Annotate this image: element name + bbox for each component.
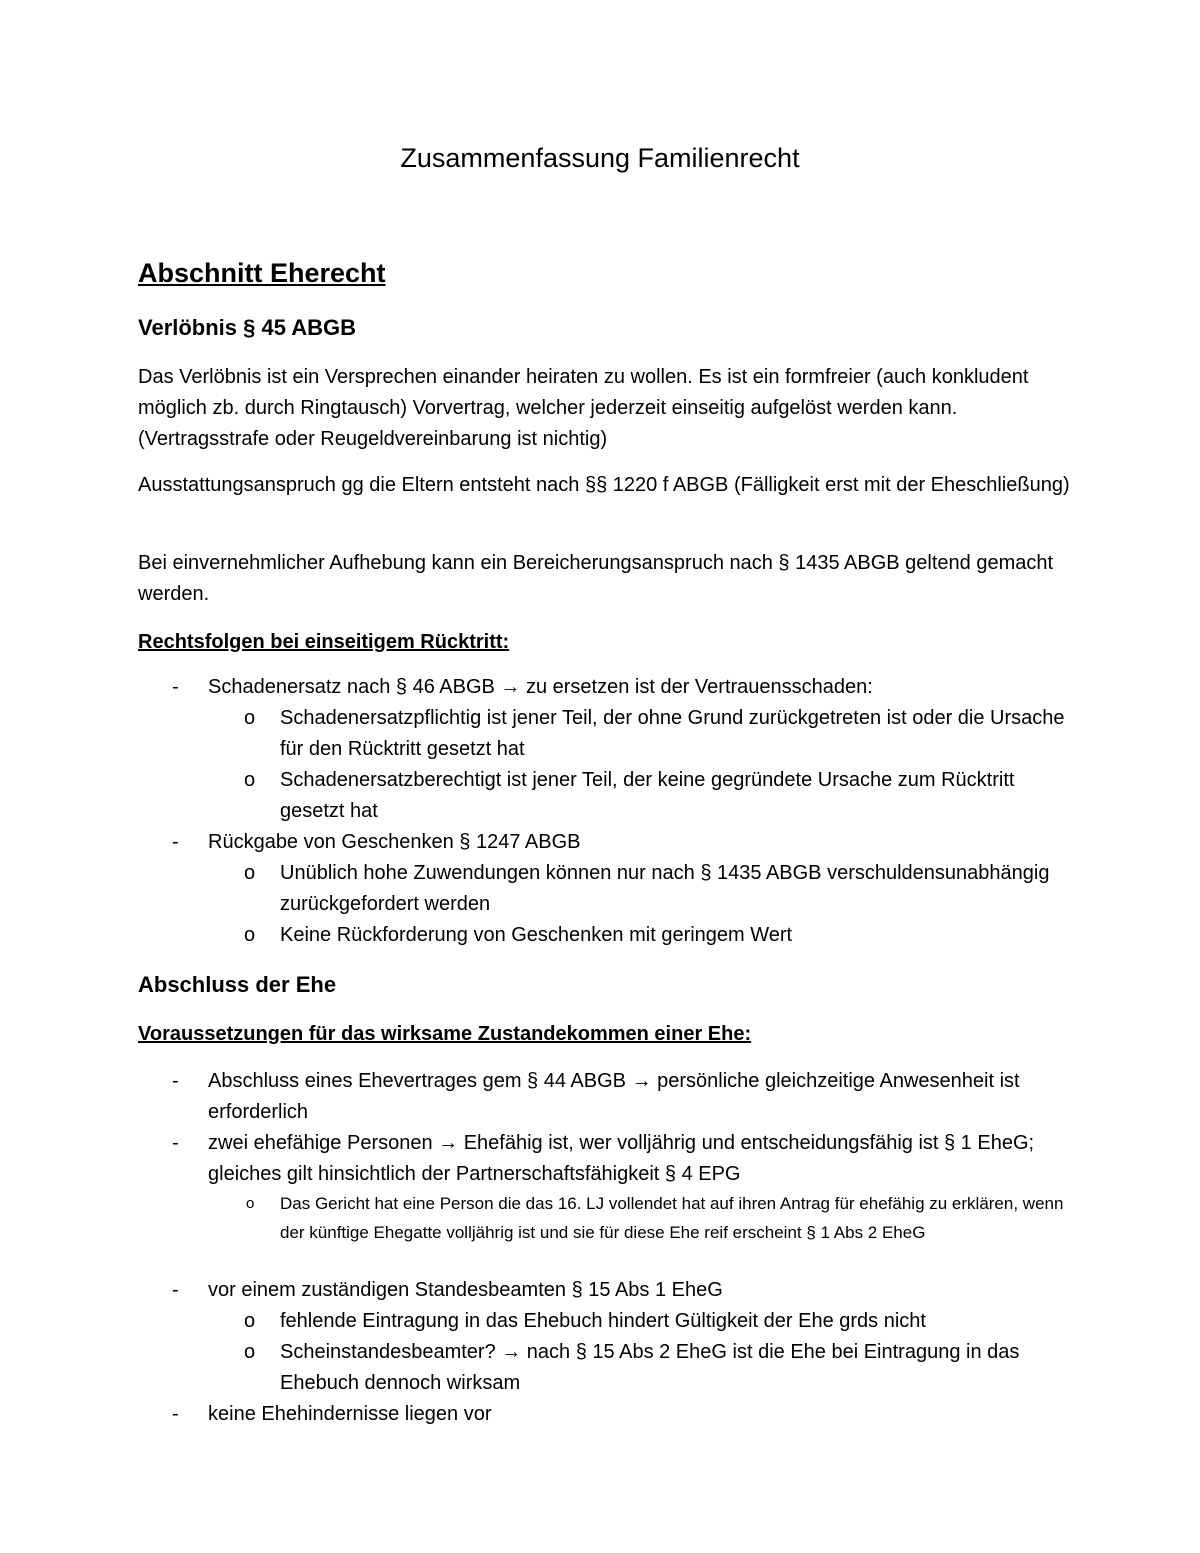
section-heading-eherecht: Abschnitt Eherecht [138, 258, 386, 288]
circle-marker: o [244, 707, 256, 729]
paragraph-ausstattung: Ausstattungsanspruch gg die Eltern entsteht nach §§ 1220 f ABGB (Fälligkeit erst mit der Eheschließung) [138, 474, 1070, 496]
list-item: zwei ehefähige Personen → Ehefähig ist, wer volljährig und entscheidungsfähig ist § 1 EheG; gleiches gilt hinsichtlich der Partnerschaftsfähigkeit § 4 EPG [208, 1132, 1035, 1185]
document-title: Zusammenfassung Familienrecht [400, 143, 800, 173]
circle-marker: o [246, 1195, 255, 1212]
list-item: Schadenersatzpflichtig ist jener Teil, der ohne Grund zurückgetreten ist oder die Ursache für den Rücktritt gesetzt hat [280, 707, 1065, 760]
list-item: Abschluss eines Ehevertrages gem § 44 ABGB → persönliche gleichzeitige Anwesenheit ist erforderlich [208, 1070, 1020, 1123]
list-item: fehlende Eintragung in das Ehebuch hindert Gültigkeit der Ehe grds nicht [280, 1310, 926, 1332]
dash-marker: - [172, 1279, 179, 1301]
dash-marker: - [172, 1132, 179, 1154]
subheading-verloebnis: Verlöbnis § 45 ABGB [138, 315, 357, 340]
paragraph-verloebnis: Das Verlöbnis ist ein Versprechen einander heiraten zu wollen. Es ist ein formfreier (auch konkludent möglich zb. durch Ringtausch) Vorvertrag, welcher jederzeit einseitig aufgelöst werden kann. (Vertragsstrafe oder Reugeldvereinbarung ist nichtig) [138, 366, 1029, 450]
list-item: vor einem zuständigen Standesbeamten § 15 Abs 1 EheG [208, 1279, 723, 1301]
circle-marker: o [244, 769, 256, 791]
list-item: Schadenersatzberechtigt ist jener Teil, der keine gegründete Ursache zum Rücktritt gesetzt hat [280, 769, 1015, 822]
list-item: Scheinstandesbeamter? → nach § 15 Abs 2 EheG ist die Ehe bei Eintragung in das Ehebuch dennoch wirksam [280, 1341, 1020, 1394]
dash-marker: - [172, 1403, 179, 1425]
dash-marker: - [172, 676, 179, 698]
paragraph-bereicherung: Bei einvernehmlicher Aufhebung kann ein Bereicherungsanspruch nach § 1435 ABGB geltend gemacht werden. [138, 552, 1054, 605]
list-item: Unüblich hohe Zuwendungen können nur nach § 1435 ABGB verschuldensunabhängig zurückgefordert werden [280, 862, 1050, 915]
dash-marker: - [172, 831, 179, 853]
list-item: Keine Rückforderung von Geschenken mit geringem Wert [280, 924, 793, 946]
circle-marker: o [244, 1341, 256, 1363]
list-item: Rückgabe von Geschenken § 1247 ABGB [208, 831, 581, 853]
circle-marker: o [244, 862, 256, 884]
circle-marker: o [244, 1310, 256, 1332]
dash-marker: - [172, 1070, 179, 1092]
circle-marker: o [244, 924, 256, 946]
rechtsfolgen-heading: Rechtsfolgen bei einseitigem Rücktritt: [138, 631, 510, 653]
list-item: Schadenersatz nach § 46 ABGB → zu ersetzen ist der Vertrauensschaden: [208, 676, 873, 698]
section-heading-abschluss: Abschluss der Ehe [138, 972, 337, 997]
list-item: keine Ehehindernisse liegen vor [208, 1403, 492, 1425]
voraussetzungen-heading: Voraussetzungen für das wirksame Zustandekommen einer Ehe: [138, 1023, 752, 1045]
list-item: Das Gericht hat eine Person die das 16. LJ vollendet hat auf ihren Antrag für ehefähig zu erklären, wenn der künftige Ehegatte volljährig ist und sie für diese Ehe reif erscheint § 1 Abs 2 EheG [280, 1194, 1064, 1242]
